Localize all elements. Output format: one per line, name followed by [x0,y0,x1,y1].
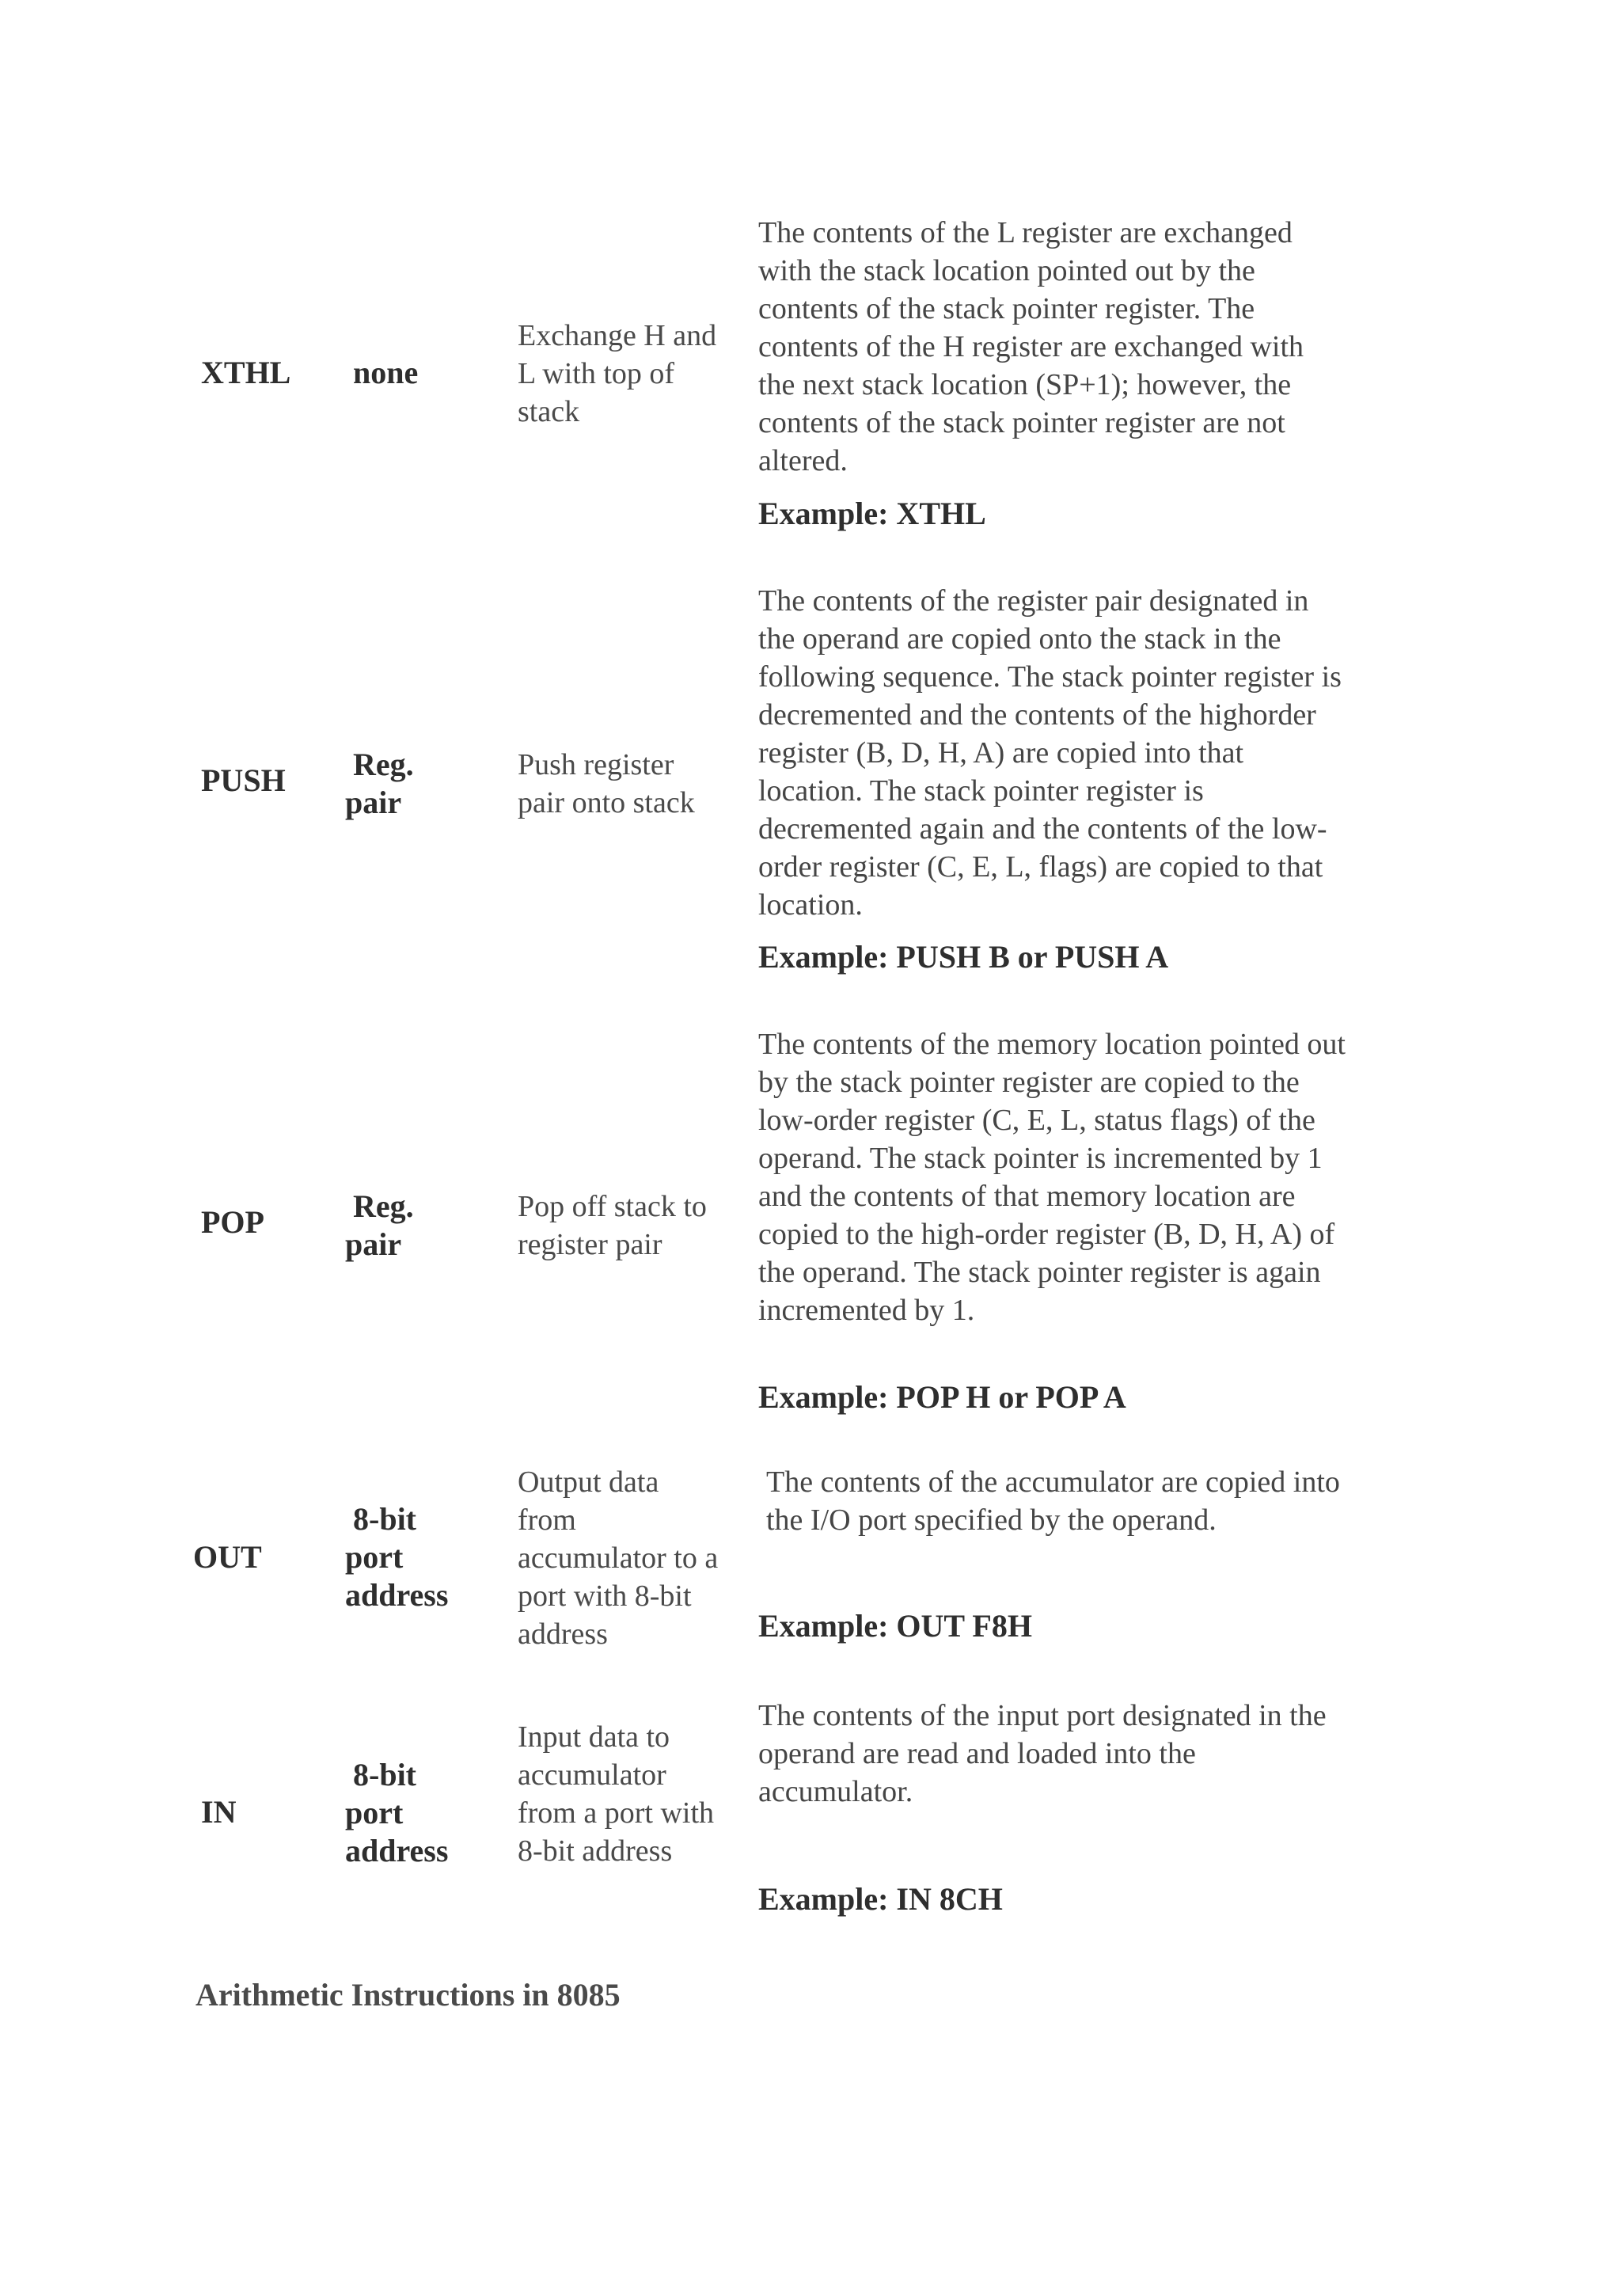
operand-line: address [345,1577,449,1613]
operand-line: 8-bit [353,1501,416,1537]
operand-line: address [345,1833,449,1868]
instruction-example: Example: POP H or POP A [758,1379,1126,1415]
instruction-example: Example: PUSH B or PUSH A [758,939,1169,975]
mnemonic: IN [201,1794,237,1830]
instruction-detail: The contents of the L register are exchanged with the stack location pointed out by the contents of the stack pointer register. The contents of the H register are exchanged with the next stack location (SP+1); however, the contents of the stack pointer register are not altered. [758,216,1304,477]
instruction-detail: The contents of the accumulator are copied into the I/O port specified by the operand. [766,1465,1340,1537]
operand-line: none [353,355,419,390]
operand [345,746,414,822]
operand [345,1500,448,1614]
operand-line: Reg. [353,747,414,782]
instruction-summary: Input data to accumulator from a port with 8-bit address [518,1720,715,1868]
operand-line: pair [345,1226,402,1262]
instruction-detail: The contents of the memory location pointed out by the stack pointer register are copied to the low-order register (C, E, L, status flags) of the operand. The stack pointer is incremented by 1 and the contents of that memory location are copied to the high-order register (B, D, H, A) of the operand. The stack pointer register is again incremented by 1. [758,1028,1346,1327]
instruction-example: Example: OUT F8H [758,1608,1032,1644]
instruction-example: Example: IN 8CH [758,1881,1003,1917]
instruction-summary: Pop off stack to register pair [518,1190,707,1261]
operand [345,1756,448,1870]
instruction-summary: Exchange H and L with top of stack [518,319,717,428]
operand-line: 8-bit [353,1757,416,1792]
mnemonic: OUT [193,1539,262,1575]
operand-line: Reg. [353,1188,414,1224]
instruction-summary: Output data from accumulator to a port with 8-bit address [518,1465,719,1651]
section-heading: Arithmetic Instructions in 8085 [196,1977,621,2013]
instruction-summary: Push register pair onto stack [518,748,695,819]
operand-line: port [345,1795,404,1830]
instruction-example: Example: XTHL [758,496,986,531]
operand-line: port [345,1539,404,1575]
operand [345,1188,414,1264]
mnemonic: PUSH [201,762,286,798]
instruction-detail: The contents of the register pair designated in the operand are copied onto the stack in the following sequence. The stack pointer register is decremented and the contents of the highorder register (B, D, H, A) are copied into that location. The stack pointer register is decremented again and the contents of the low-order register (C, E, L, flags) are copied to that location. [758,584,1342,922]
mnemonic: XTHL [201,355,291,390]
mnemonic: POP [201,1204,264,1240]
operand-line: pair [345,785,402,820]
instruction-detail: The contents of the input port designated in the operand are read and loaded into the accumulator. [758,1699,1327,1808]
operand [353,354,418,392]
